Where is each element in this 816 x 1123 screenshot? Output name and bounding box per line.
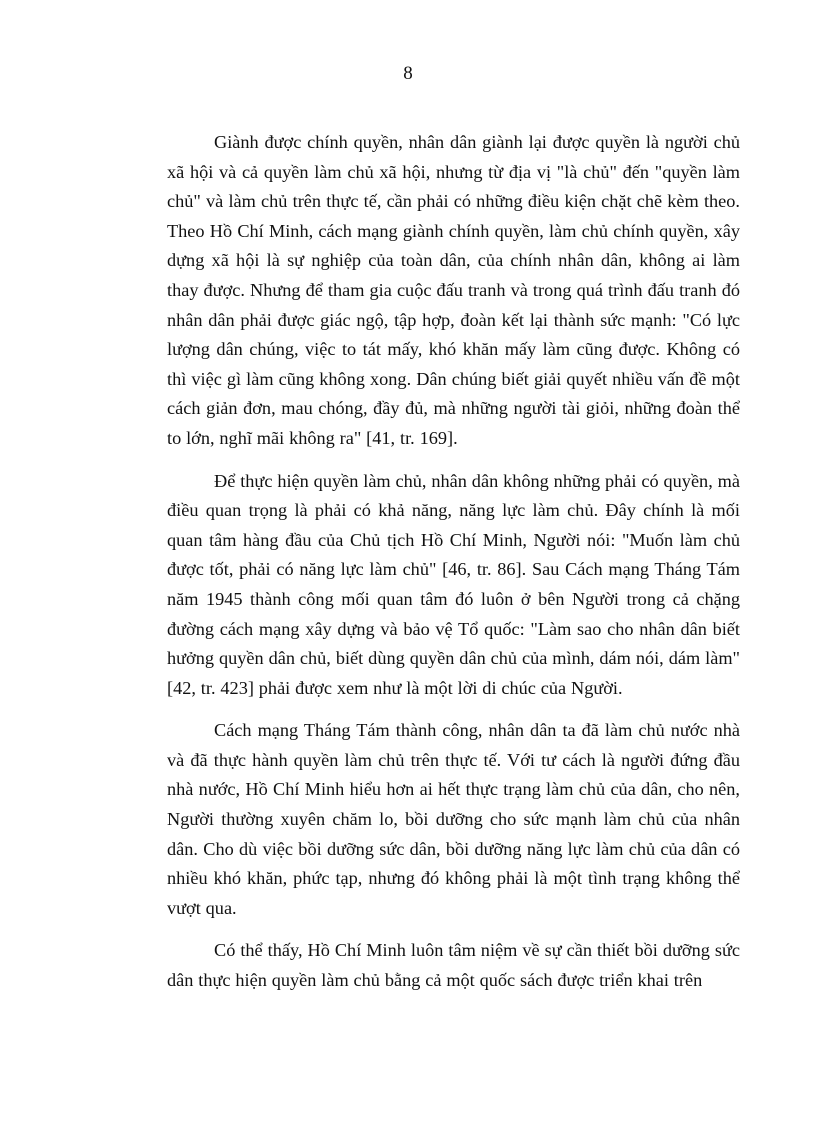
body-text xyxy=(167,128,740,996)
paragraph-4: Có thể thấy, Hồ Chí Minh luôn tâm niệm về sự cần thiết bồi dưỡng sức dân thực hiện quyền làm chủ bằng cả một quốc sách được triển khai trên xyxy=(167,940,740,991)
paragraph-3: Cách mạng Tháng Tám thành công, nhân dân ta đã làm chủ nước nhà và đã thực hành quyền làm chủ trên thực tế. Với tư cách là người đứng đầu nhà nước, Hồ Chí Minh hiểu hơn ai hết thực trạng làm chủ của dân, cho nên, Người thường xuyên chăm lo, bồi dưỡng cho sức mạnh làm chủ của nhân dân. Cho dù việc bồi dưỡng sức dân, bồi dưỡng năng lực làm chủ của dân có nhiều khó khăn, phức tạp, nhưng đó không phải là một tình trạng không thể vượt qua. xyxy=(167,720,740,918)
page-number: 8 xyxy=(403,63,413,84)
paragraph-2: Để thực hiện quyền làm chủ, nhân dân không những phải có quyền, mà điều quan trọng là phải có khả năng, năng lực làm chủ. Đây chính là mối quan tâm hàng đầu của Chủ tịch Hồ Chí Minh, Người nói: "Muốn làm chủ được tốt, phải có năng lực làm chủ" [46, tr. 86]. Sau Cách mạng Tháng Tám năm 1945 thành công mối quan tâm đó luôn ở bên Người trong cả chặng đường cách mạng xây dựng và bảo vệ Tổ quốc: "Làm sao cho nhân dân biết hưởng quyền dân chủ, biết dùng quyền dân chủ của mình, dám nói, dám làm" [42, tr. 423] phải được xem như là một lời di chúc của Người. xyxy=(167,470,740,698)
paragraph-1: Giành được chính quyền, nhân dân giành lại được quyền là người chủ xã hội và cả quyền làm chủ xã hội, nhưng từ địa vị "là chủ" đến "quyền làm chủ" và làm chủ trên thực tế, cần phải có những điều kiện chặt chẽ kèm theo. Theo Hồ Chí Minh, cách mạng giành chính quyền, làm chủ chính quyền, xây dựng xã hội là sự nghiệp của toàn dân, của chính nhân dân, không ai làm thay được. Nhưng để tham gia cuộc đấu tranh và trong quá trình đấu tranh đó nhân dân phải được giác ngộ, tập hợp, đoàn kết lại thành sức mạnh: "Có lực lượng dân chúng, việc to tát mấy, khó khăn mấy làm cũng được. Không có thì việc gì làm cũng không xong. Dân chúng biết giải quyết nhiều vấn đề một cách giản đơn, mau chóng, đầy đủ, mà những người tài giỏi, những đoàn thể to lớn, nghĩ mãi không ra" [41, tr. 169]. xyxy=(167,132,740,448)
